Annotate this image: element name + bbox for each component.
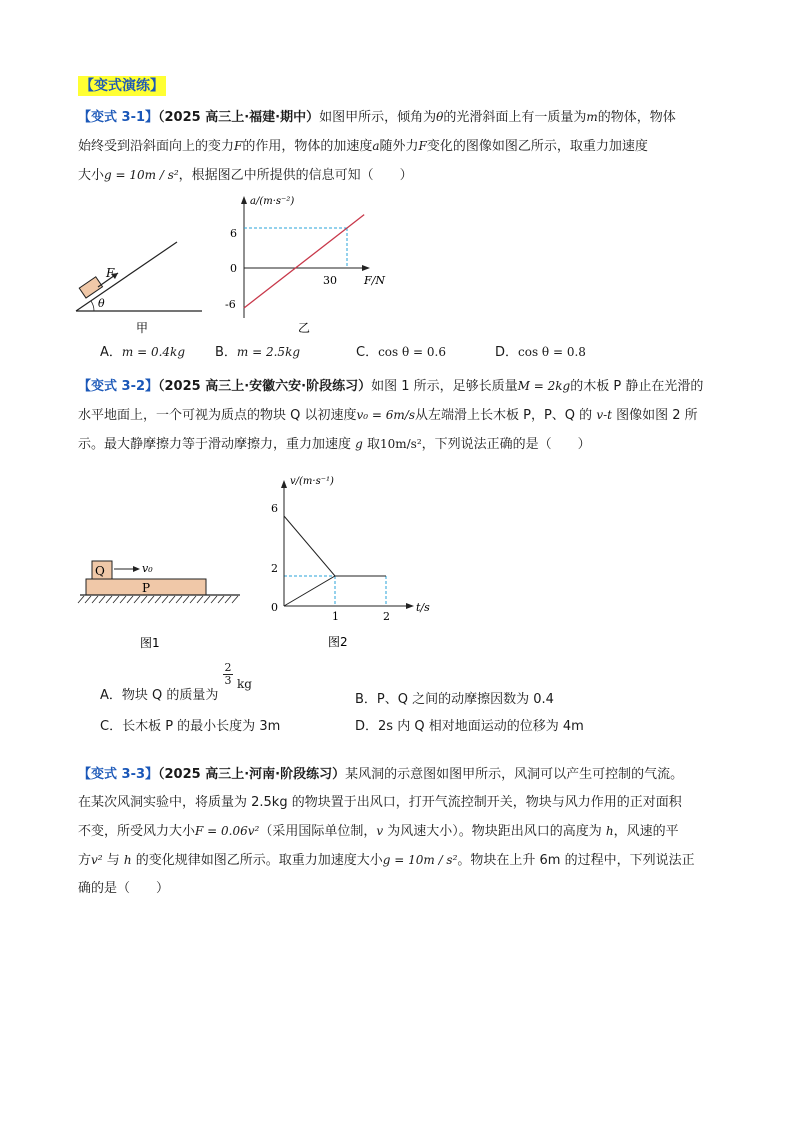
- q2-option-c-label: C．: [100, 719, 123, 734]
- hatch-stroke: [225, 596, 231, 603]
- q1-option-b-label: B．: [215, 345, 237, 360]
- q1-g-eq: g = 10m / s²: [104, 168, 179, 182]
- q3-line5: [78, 875, 728, 903]
- q3-text-3c: 为风速大小）。物块距出风口的高度为: [383, 824, 606, 839]
- q3-v: v: [376, 824, 384, 838]
- q2-text-3: 示。最大静摩擦力等于滑动摩擦力，重力加速度: [78, 437, 356, 452]
- q2-line2: [78, 401, 728, 430]
- q2-source: （2025 高三上·安徽六安·阶段练习）: [158, 379, 372, 394]
- q3-h-2: h: [123, 853, 132, 867]
- q3-text-2: 在某次风洞实验中，将质量为 2.5kg 的物块置于出风口，打开气流控制开关，物块与风力作用的正对面积: [78, 795, 682, 810]
- force-label: F: [106, 266, 115, 280]
- q2-text-2b: 从左端滑上长木板 P，P、Q 的: [415, 408, 597, 423]
- fig2-tick-x-1: 1: [332, 610, 339, 623]
- hatch-stroke: [190, 596, 196, 603]
- q1-a: a: [372, 139, 380, 153]
- q2-option-a-label: A．: [100, 688, 122, 703]
- q2-g-val: 10m/s²: [379, 437, 422, 451]
- hatch-stroke: [155, 596, 161, 603]
- yi-series-extension: [347, 215, 364, 228]
- figure-1-caption: 图1: [140, 636, 160, 650]
- q2-vt: v-t: [596, 408, 612, 422]
- q2-option-a-fraction: [223, 662, 233, 687]
- fig2-tick-y-2: 2: [271, 562, 278, 575]
- q1-option-c[interactable]: [356, 342, 446, 363]
- q1-tag: 【变式 3-1】: [78, 110, 159, 125]
- hatch-stroke: [120, 596, 126, 603]
- question-3-3-text: [78, 761, 728, 903]
- q1-text-2b: 的作用，物体的加速度: [242, 139, 373, 154]
- hatch-stroke: [169, 596, 175, 603]
- section-heading: 【变式演练】: [80, 78, 164, 94]
- q2-text-3b: 取: [362, 437, 380, 452]
- hatch-stroke: [85, 596, 91, 603]
- fig2-tick-x-2: 2: [383, 610, 390, 623]
- yi-tick-y-bottom: -6: [225, 298, 236, 311]
- angle-arc: [91, 301, 94, 311]
- hatch-stroke: [92, 596, 98, 603]
- q1-text-1b: 的光滑斜面上有一质量为: [443, 110, 587, 125]
- q1-F-2: F: [418, 139, 427, 153]
- q2-text-3c: ，下列说法正确的是（ ）: [421, 437, 591, 452]
- q2-g: g: [355, 437, 363, 451]
- q3-line3: [78, 817, 728, 846]
- yi-y-arrow: [241, 196, 247, 204]
- hatch-stroke: [134, 596, 140, 603]
- q1-text-1: 如图甲所示，倾角为: [319, 110, 437, 125]
- fig2-ylabel: v/(m·s⁻¹): [290, 476, 334, 487]
- hatch-stroke: [218, 596, 224, 603]
- q3-text-1: 某风洞的示意图如图甲所示，风洞可以产生可控制的气流。: [345, 767, 684, 782]
- q2-option-a-unit: kg: [237, 677, 252, 691]
- q1-text-3b: ，根据图乙中所提供的信息可知（ ）: [178, 168, 413, 183]
- q1-option-a-text: m = 0.4kg: [121, 345, 186, 359]
- q3-F-eq: F = 0.06v²: [195, 824, 260, 838]
- q1-text-1c: 的物体，物体: [597, 110, 676, 125]
- q1-option-b[interactable]: [215, 342, 300, 363]
- q2-option-c[interactable]: [100, 717, 280, 737]
- figure-jia-incline: [72, 240, 212, 340]
- incline-slope: [76, 242, 177, 311]
- v0-label: v₀: [142, 562, 153, 575]
- fig2-caption: 图2: [328, 635, 348, 649]
- hatch-stroke: [78, 596, 84, 603]
- hatch-stroke: [197, 596, 203, 603]
- ground-hatch: [78, 596, 238, 603]
- q2-option-a[interactable]: [100, 661, 252, 712]
- q3-text-3d: ，风速的平: [613, 824, 679, 839]
- q3-text-4: 方: [78, 853, 92, 868]
- q3-line1: [78, 761, 728, 789]
- fig2-x-arrow: [406, 603, 414, 609]
- figure-1-block-board: [80, 555, 250, 655]
- yi-tick-x: 30: [323, 274, 337, 287]
- figure-jia-caption: 甲: [136, 321, 149, 335]
- q3-text-3: 不变，所受风力大小: [78, 824, 196, 839]
- q1-option-a-label: A．: [100, 345, 122, 360]
- q1-option-a[interactable]: [100, 342, 185, 363]
- hatch-stroke: [141, 596, 147, 603]
- hatch-stroke: [99, 596, 105, 603]
- fraction-numerator: 2: [224, 661, 232, 674]
- q3-text-3b: （采用国际单位制，: [259, 824, 377, 839]
- hatch-stroke: [106, 596, 112, 603]
- hatch-stroke: [148, 596, 154, 603]
- q2-line3: [78, 430, 728, 459]
- q3-line4: [78, 846, 728, 875]
- fig2-series-q: [284, 516, 386, 576]
- fig2-tick-origin: 0: [271, 601, 278, 614]
- yi-tick-y-top: 6: [230, 227, 237, 240]
- q2-option-d[interactable]: [355, 717, 584, 737]
- q2-text-1: 如图 1 所示，足够长质量: [371, 379, 518, 394]
- hatch-stroke: [211, 596, 217, 603]
- question-3-1-text: [78, 103, 728, 190]
- q3-v2: v²: [91, 853, 103, 867]
- q2-option-d-label: D．: [355, 719, 379, 734]
- yi-x-arrow: [362, 265, 370, 271]
- q1-m: m: [586, 110, 598, 124]
- q2-option-d-text: 2s 内 Q 相对地面运动的位移为 4m: [378, 719, 584, 734]
- q1-option-d-text: cos θ = 0.8: [518, 345, 586, 359]
- yi-ylabel: a/(m·s⁻²): [250, 196, 295, 207]
- yi-xlabel: F/N: [364, 274, 385, 287]
- hatch-stroke: [204, 596, 210, 603]
- q2-option-b-label: B．: [355, 692, 377, 707]
- fraction-denominator: 3: [224, 674, 232, 687]
- q3-text-5: 确的是（ ）: [78, 881, 170, 896]
- q1-line3: [78, 161, 728, 190]
- q1-theta: θ: [436, 110, 444, 124]
- v0-arrow-head: [133, 566, 140, 572]
- figure-yi-chart: [220, 192, 400, 337]
- q1-line2: [78, 132, 728, 161]
- q3-text-4c: 的变化规律如图乙所示。取重力加速度大小: [131, 853, 383, 868]
- q2-tag: 【变式 3-2】: [78, 379, 159, 394]
- q1-line1: [78, 103, 728, 132]
- q2-line1: [78, 372, 728, 401]
- q2-v0-eq: v₀ = 6m/s: [356, 408, 415, 422]
- q2-M-eq: M = 2kg: [517, 379, 571, 393]
- q1-text-2d: 变化的图像如图乙所示，取重力加速度: [426, 139, 648, 154]
- question-3-2-text: [78, 372, 728, 459]
- q2-text-2c: 图像如图 2 所: [611, 408, 698, 423]
- q1-F: F: [234, 139, 243, 153]
- q3-text-4b: 与: [102, 853, 124, 868]
- hatch-stroke: [127, 596, 133, 603]
- fig2-tick-y-6: 6: [271, 502, 278, 515]
- q2-option-b[interactable]: [355, 690, 554, 710]
- q3-g-eq: g = 10m / s²: [382, 853, 458, 867]
- q1-option-d-label: D．: [495, 345, 519, 360]
- hatch-stroke: [162, 596, 168, 603]
- q1-text-3: 大小: [78, 168, 105, 183]
- q1-option-c-text: cos θ = 0.6: [378, 345, 446, 359]
- q2-text-1b: 的木板 P 静止在光滑的: [570, 379, 704, 394]
- q1-option-b-text: m = 2.5kg: [236, 345, 301, 359]
- hatch-stroke: [183, 596, 189, 603]
- angle-label: θ: [98, 297, 105, 310]
- q1-text-2c: 随外力: [379, 139, 419, 154]
- figure-2-chart: [268, 470, 448, 655]
- q1-option-c-label: C．: [356, 345, 379, 360]
- q2-option-a-text: 物块 Q 的质量为: [121, 688, 219, 703]
- q3-h: h: [605, 824, 614, 838]
- q3-source: （2025 高三上·河南·阶段练习）: [158, 767, 346, 782]
- yi-tick-y-zero: 0: [230, 262, 237, 275]
- board-p-label: P: [142, 581, 151, 595]
- yi-caption: 乙: [298, 321, 311, 335]
- q1-option-d[interactable]: [495, 342, 586, 363]
- q1-text-2: 始终受到沿斜面向上的变力: [78, 139, 235, 154]
- q1-source: （2025 高三上·福建·期中）: [158, 110, 320, 125]
- q3-line2: [78, 789, 728, 817]
- hatch-stroke: [232, 596, 238, 603]
- block-q-label: Q: [95, 564, 105, 578]
- q2-text-2: 水平地面上，一个可视为质点的物块 Q 以初速度: [78, 408, 357, 423]
- q2-option-c-text: 长木板 P 的最小长度为 3m: [122, 719, 281, 734]
- hatch-stroke: [113, 596, 119, 603]
- q3-tag: 【变式 3-3】: [78, 767, 159, 782]
- q2-option-b-text: P、Q 之间的动摩擦因数为 0.4: [376, 692, 554, 707]
- hatch-stroke: [176, 596, 182, 603]
- fig2-xlabel: t/s: [416, 601, 430, 614]
- fig2-y-arrow: [281, 480, 287, 488]
- q3-text-4d: 。物块在上升 6m 的过程中，下列说法正: [457, 853, 695, 868]
